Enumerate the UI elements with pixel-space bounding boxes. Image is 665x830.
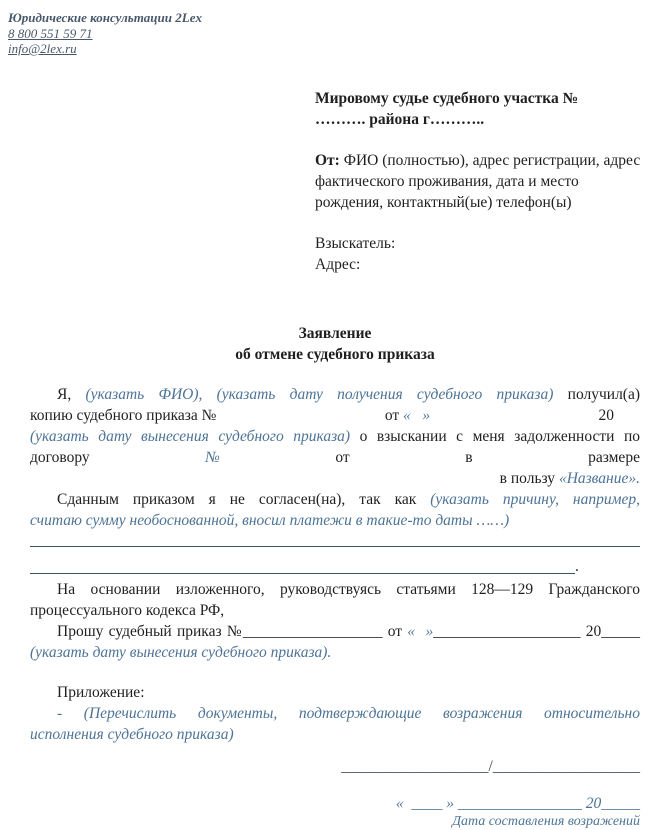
p1-text: о взыскании с меня задолженности по xyxy=(350,428,641,445)
quote-blank: « » xyxy=(403,407,431,424)
spacer xyxy=(315,213,645,233)
p3-line-4 xyxy=(30,642,640,663)
letterhead xyxy=(8,10,202,57)
fill-in-hint: «Название». xyxy=(558,470,640,487)
blank-write-line xyxy=(30,531,640,547)
fill-in-hint: (указать дату вынесения судебного приказа). xyxy=(30,644,332,661)
date-caption: Дата составления возражений xyxy=(452,814,640,829)
blank-write-line-2 xyxy=(30,547,640,574)
p1-text: размере xyxy=(588,449,640,466)
p3-text: Прошу судебный приказ №__________________ от xyxy=(57,623,408,640)
from-label: От: xyxy=(315,152,340,169)
quote-blank: « » xyxy=(407,623,434,640)
spacer xyxy=(315,130,645,150)
fill-in-hint: (указать ФИО), (указать дату получения судебного приказа) xyxy=(85,386,554,403)
p3-line-3 xyxy=(30,621,640,642)
addressee-block xyxy=(315,88,645,275)
date-blank xyxy=(385,405,430,426)
p1-text: от xyxy=(384,407,404,424)
year-prefix: 20 xyxy=(598,407,614,424)
p1-line-4 xyxy=(30,447,640,468)
from-paragraph xyxy=(315,150,645,213)
fill-in-hint: исполнения судебного приказа) xyxy=(30,726,234,743)
fill-in-hint: считаю сумму необоснованной, вносил платежи в такие-то даты ……) xyxy=(30,512,510,529)
p1-text: получил(а) xyxy=(553,386,641,403)
address-label: Адрес: xyxy=(315,256,361,273)
p1-line-1 xyxy=(30,384,640,405)
court-line-1: Мировому судье судебного участка № xyxy=(315,90,579,107)
p1-text: копию судебного приказа № xyxy=(30,407,217,424)
attachment-label: Приложение: xyxy=(57,684,145,701)
p3-line-2: процессуального кодекса РФ, xyxy=(30,602,225,619)
fill-in-hint: (указать дату вынесения судебного приказа) xyxy=(30,428,351,445)
paragraph-2 xyxy=(30,489,640,574)
p3-line-1: На основании изложенного, руководствуясь статьями 128—129 Гражданского xyxy=(57,581,640,598)
paragraph-3 xyxy=(30,579,640,663)
p1-text: договору xyxy=(30,449,90,466)
fill-in-hint: - (Перечислить документы, подтверждающие возражения относительно xyxy=(57,705,640,722)
document-title xyxy=(30,323,640,365)
p1-line-3 xyxy=(30,426,640,447)
phone-link[interactable]: 8 800 551 59 71 xyxy=(8,25,93,41)
paragraph-1 xyxy=(30,384,640,489)
date-blank-line: « ____ » ________________ 20_____ xyxy=(395,795,640,812)
p2-line-1 xyxy=(30,489,640,510)
period: . xyxy=(575,558,579,575)
p3-text: ___________________ 20_____ xyxy=(433,623,641,640)
p1-text: от xyxy=(335,449,350,466)
court-line-2: ………. района г……….. xyxy=(315,111,485,128)
p1-text: в пользу xyxy=(499,470,559,487)
attachment-line-1 xyxy=(30,703,640,724)
p1-text: в xyxy=(465,449,473,466)
p2-text: Сданным приказом я не согласен(на), так как xyxy=(57,491,431,508)
blank-rule xyxy=(30,547,575,574)
p1-text: Я, xyxy=(57,386,86,403)
title-line-2: об отмене судебного приказа xyxy=(235,346,435,363)
fill-in-hint: (указать причину, например, xyxy=(430,491,640,508)
p2-line-2 xyxy=(30,510,640,531)
signature-line: ___________________/___________________ xyxy=(341,758,640,775)
p1-line-5 xyxy=(30,468,640,489)
number-sign: № xyxy=(205,449,220,466)
from-text: ФИО (полностью), адрес регистрации, адрес фактического проживания, дата и место рождения, контактный(ые) телефон(ы) xyxy=(315,152,641,211)
attachment-block xyxy=(30,682,640,745)
attachment-line-2 xyxy=(30,724,640,745)
email-link[interactable]: info@2lex.ru xyxy=(8,41,77,56)
company-name: Юридические консультации 2Lex xyxy=(8,10,202,25)
claimant-label: Взыскатель: xyxy=(315,235,396,252)
title-line-1: Заявление xyxy=(298,325,372,342)
p1-line-2 xyxy=(30,405,640,426)
